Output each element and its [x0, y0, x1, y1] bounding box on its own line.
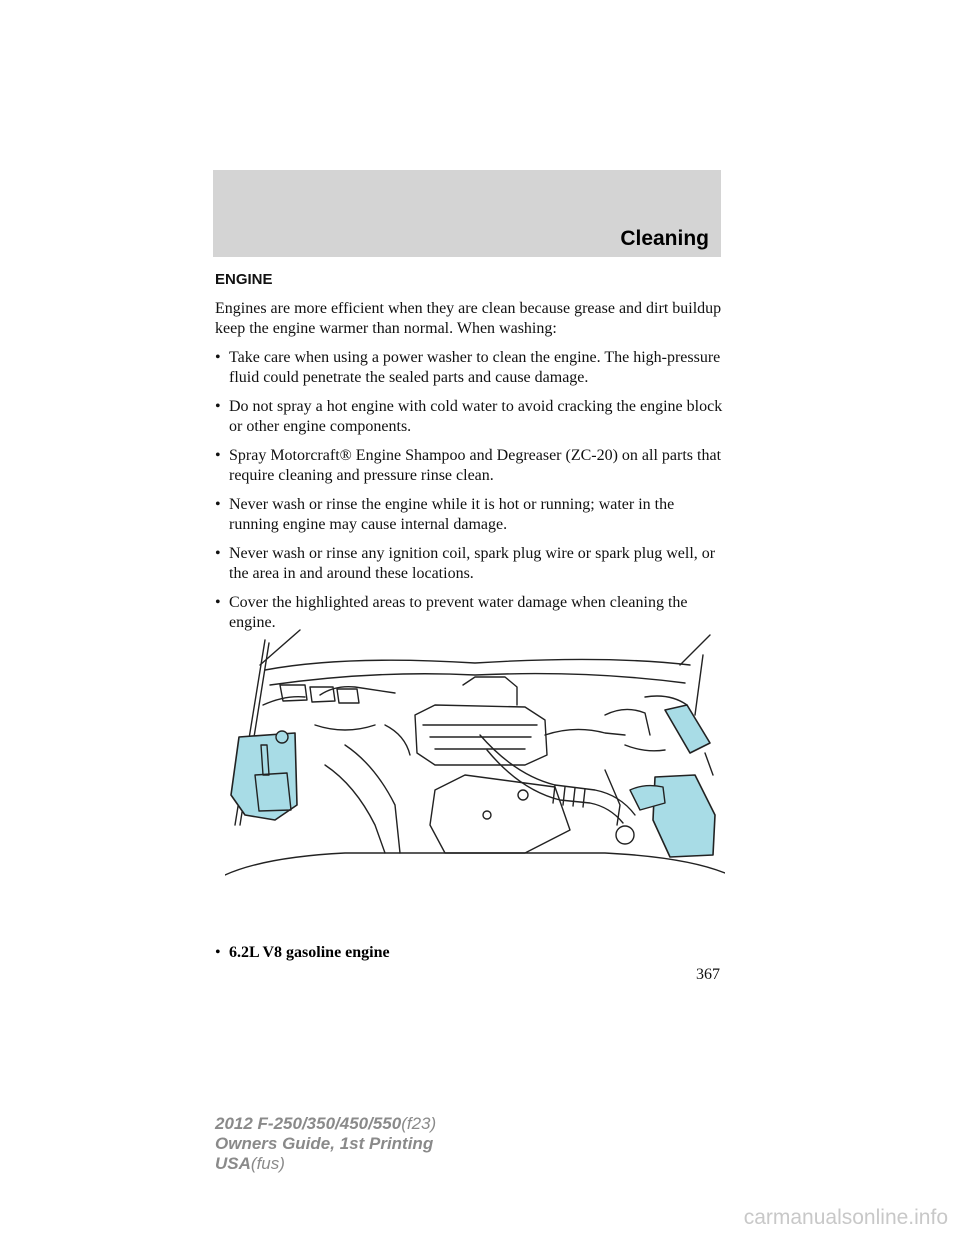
section-title: Cleaning	[620, 227, 709, 250]
bullet-item: • Take care when using a power washer to clean the engine. The high-pressure fluid could penetrate the sealed parts and cause damage.	[215, 348, 725, 388]
footer-line-3	[215, 1154, 436, 1174]
footer-line-2: Owners Guide, 1st Printing	[215, 1134, 434, 1153]
engine-compartment-illustration	[225, 625, 725, 880]
document-footer	[215, 1114, 436, 1174]
intro-paragraph: Engines are more efficient when they are clean because grease and dirt buildup keep the engine warmer than normal. When washing:	[215, 300, 722, 337]
bullet-item: • Do not spray a hot engine with cold water to avoid cracking the engine block or other engine components.	[215, 397, 725, 437]
footer-market: USA	[215, 1154, 251, 1173]
watermark: carmanualsonline.info	[743, 1206, 948, 1229]
figure-caption: • 6.2L V8 gasoline engine	[215, 944, 390, 962]
bullet-item: • Never wash or rinse any ignition coil, spark plug wire or spark plug well, or the area in and around these locations.	[215, 544, 725, 584]
page-number: 367	[696, 966, 720, 983]
footer-model-code: (f23)	[401, 1114, 437, 1133]
footer-market-code: (fus)	[250, 1154, 285, 1173]
bullet-item: • Never wash or rinse the engine while it is hot or running; water in the running engine may cause internal damage.	[215, 495, 725, 535]
footer-line-1	[215, 1114, 436, 1134]
bullet-item: • Cover the highlighted areas to prevent water damage when cleaning the engine.	[215, 593, 725, 633]
section-header-band	[213, 170, 721, 257]
bullet-item: • Spray Motorcraft® Engine Shampoo and Degreaser (ZC-20) on all parts that require cleaning and pressure rinse clean.	[215, 446, 725, 486]
main-content	[215, 270, 725, 642]
footer-model: 2012 F-250/350/450/550	[215, 1114, 402, 1133]
bullet-list	[215, 348, 725, 633]
section-heading: ENGINE	[215, 271, 273, 288]
